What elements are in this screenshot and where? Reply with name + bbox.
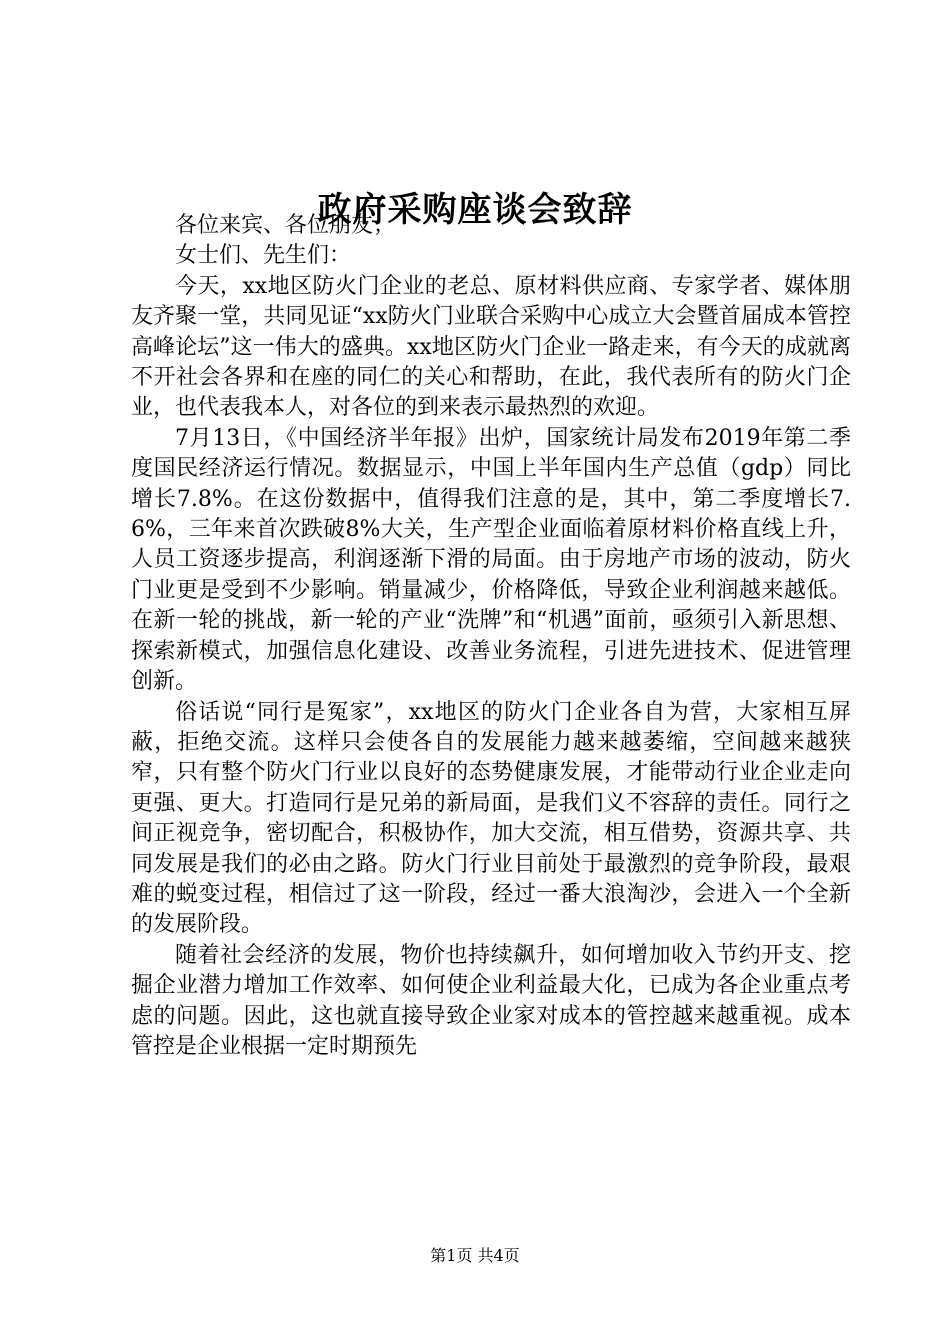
document-title: 政府采购座谈会致辞: [317, 190, 633, 230]
body-paragraph: 7月13日，《中国经济半年报》出炉，国家统计局发布2019年第二季度国民经济运行情况。数据显示，中国上半年国内生产总值（gdp）同比增长7.8%。在这份数据中，值得我们注意的是，其中，第二季度增长7.6%，三年来首次跌破8%大关，生产型企业面临着原材料价格直线上升，人员工资逐步提高，利润逐渐下滑的局面。由于房地产市场的波动，防火门业更是受到不少影响。销量减少，价格降低，导致企业利润越来越低。在新一轮的挑战，新一轮的产业“洗牌”和“机遇”面前，亟须引入新思想、探索新模式，加强信息化建设、改善业务流程，引进先进技术、促进管理创新。: [131, 425, 851, 695]
body-paragraph: 今天，xx地区防火门企业的老总、原材料供应商、专家学者、媒体朋友齐聚一堂，共同见证“xx防火门业联合采购中心成立大会暨首届成本管控高峰论坛”这一伟大的盛典。xx地区防火门企业一路走来，有今天的成就离不开社会各界和在座的同仁的关心和帮助，在此，我代表所有的防火门企业，也代表我本人，对各位的到来表示最热烈的欢迎。: [131, 273, 851, 421]
salutation-paragraph: 女士们、先生们：: [175, 243, 352, 269]
greeting-paragraph: 各位来宾、各位朋友；: [175, 213, 396, 238]
document-body: [131, 211, 851, 1062]
body-paragraph: 俗话说“同行是冤家”，xx地区的防火门企业各自为营，大家相互屏蔽，拒绝交流。这样只会使各自的发展能力越来越萎缩，空间越来越狭窄，只有整个防火门行业以良好的态势健康发展，才能带动行业企业走向更强、更大。打造同行是兄弟的新局面，是我们义不容辞的责任。同行之间正视竞争，密切配合，积极协作，加大交流，相互借势，资源共享、共同发展是我们的必由之路。防火门行业目前处于最激烈的竞争阶段，最艰难的蜕变过程，相信过了这一阶段，经过一番大浪淘沙，会进入一个全新的发展阶段。: [131, 699, 851, 938]
body-paragraph: 随着社会经济的发展，物价也持续飙升，如何增加收入节约开支、挖掘企业潜力增加工作效率、如何使企业利益最大化，已成为各企业重点考虑的问题。因此，这也就直接导致企业家对成本的管控越来越重视。成本管控是企业根据一定时期预先: [131, 942, 851, 1059]
page-footer: 第1页 共4页: [430, 1246, 520, 1265]
